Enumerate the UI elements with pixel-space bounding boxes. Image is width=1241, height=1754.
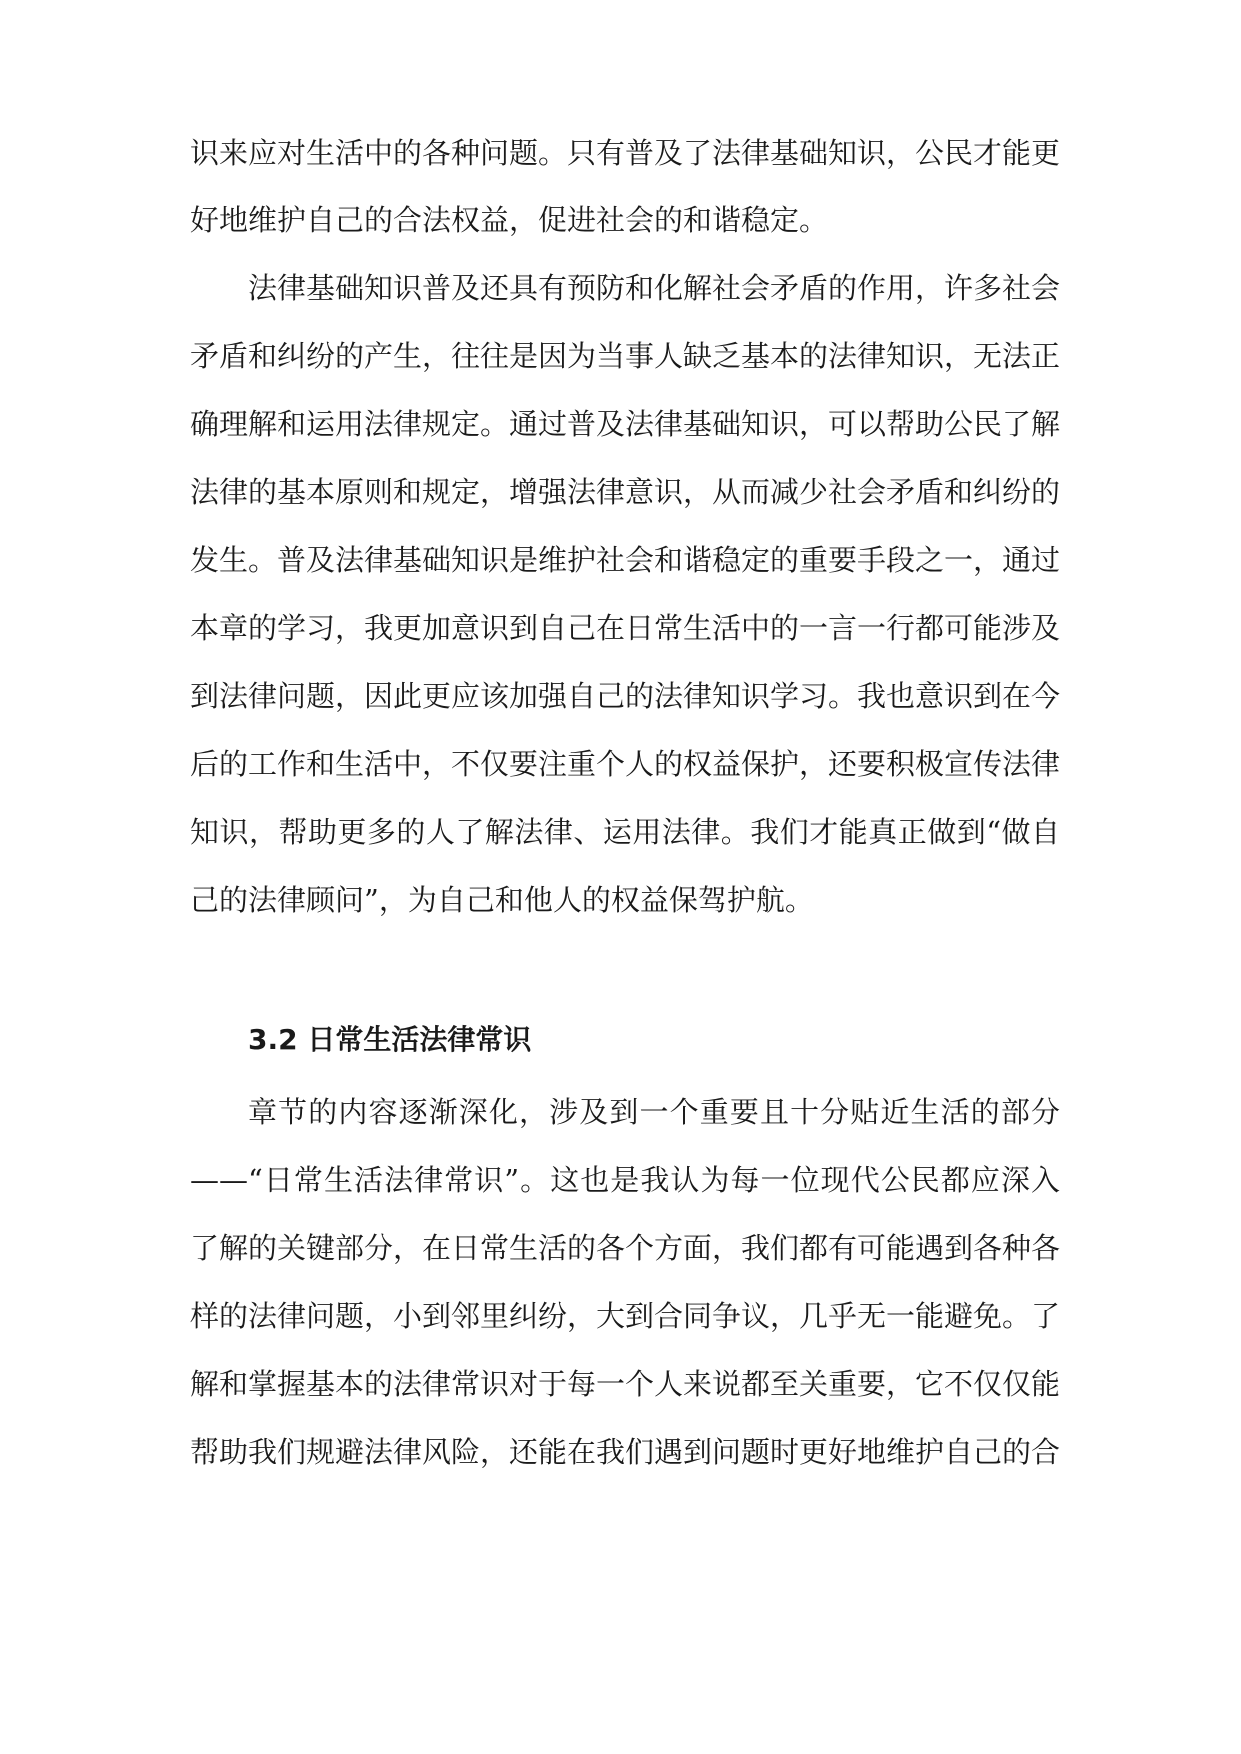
- body-text-line: 好地维护自己的合法权益，促进社会的和谐稳定。: [190, 203, 829, 237]
- body-text-line: 章节的内容逐渐深化，涉及到一个重要且十分贴近生活的部分: [248, 1095, 1060, 1129]
- body-text-line: 样的法律问题，小到邻里纠纷，大到合同争议，几乎无一能避免。了: [190, 1299, 1061, 1333]
- body-text-line: 发生。普及法律基础知识是维护社会和谐稳定的重要手段之一，通过: [190, 543, 1061, 577]
- body-text-line: ——“日常生活法律常识”。这也是我认为每一位现代公民都应深入: [190, 1163, 1060, 1197]
- body-text-line: 了解的关键部分，在日常生活的各个方面，我们都有可能遇到各种各: [190, 1231, 1061, 1265]
- body-text-line: 己的法律顾问”，为自己和他人的权益保驾护航。: [190, 883, 814, 917]
- body-text-line: 帮助我们规避法律风险，还能在我们遇到问题时更好地维护自己的合: [190, 1435, 1061, 1469]
- body-text-line: 识来应对生活中的各种问题。只有普及了法律基础知识，公民才能更: [190, 136, 1061, 170]
- body-text-line: 解和掌握基本的法律常识对于每一个人来说都至关重要，它不仅仅能: [190, 1367, 1061, 1401]
- body-text-line: 本章的学习，我更加意识到自己在日常生活中的一言一行都可能涉及: [190, 611, 1061, 645]
- body-text-line: 法律的基本原则和规定，增强法律意识，从而减少社会矛盾和纠纷的: [190, 475, 1061, 509]
- body-text-line: 矛盾和纠纷的产生，往往是因为当事人缺乏基本的法律知识，无法正: [190, 339, 1061, 373]
- section-heading: 3.2 日常生活法律常识: [248, 1023, 532, 1056]
- body-text-line: 法律基础知识普及还具有预防和化解社会矛盾的作用，许多社会: [248, 271, 1061, 305]
- body-text-line: 知识，帮助更多的人了解法律、运用法律。我们才能真正做到“做自: [190, 815, 1060, 849]
- body-text-line: 到法律问题，因此更应该加强自己的法律知识学习。我也意识到在今: [190, 679, 1061, 713]
- body-text-line: 后的工作和生活中，不仅要注重个人的权益保护，还要积极宣传法律: [190, 747, 1061, 781]
- body-text-line: 确理解和运用法律规定。通过普及法律基础知识，可以帮助公民了解: [190, 407, 1061, 441]
